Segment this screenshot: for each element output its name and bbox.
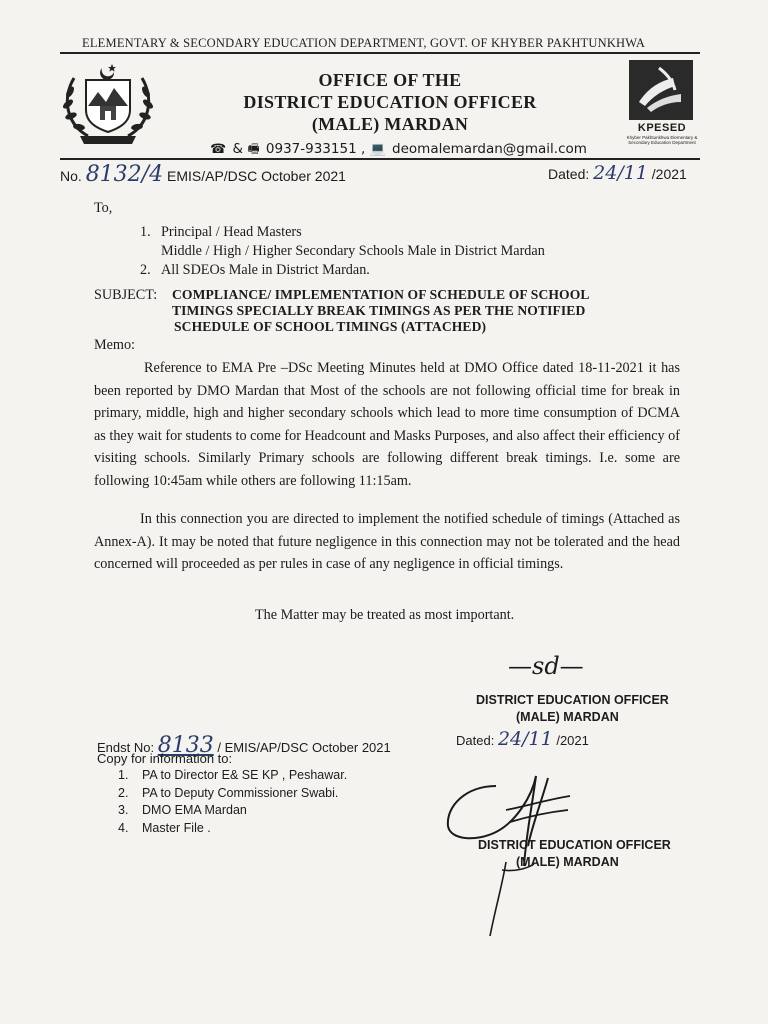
subject-line3: SCHEDULE OF SCHOOL TIMINGS (ATTACHED): [174, 319, 487, 334]
copy-item-1: PA to Director E& SE KP , Peshawar.: [142, 768, 348, 782]
letter-date: [548, 162, 687, 184]
copy-item-2-number: 2.: [118, 786, 129, 800]
copy-item-3: DMO EMA Mardan: [142, 803, 247, 817]
memo-label: Memo:: [94, 337, 135, 353]
email-address: deomalemardan@gmail.com: [392, 141, 587, 157]
endorsement-label: Endst No:: [97, 740, 155, 755]
copy-for-information-label: Copy for information to:: [97, 751, 233, 766]
memo-paragraph-2: In this connection you are directed to implement the notified schedule of timings (Attached as Annex-A). It may be noted that future negligence in this connection may not be tolerated and the head concerned will proceeded as per rules in case of any negligence in official timings.: [94, 511, 680, 573]
number-label: No.: [60, 168, 82, 184]
office-title-line1: OFFICE OF THE: [318, 70, 462, 90]
kpesed-logo-subtitle: Khyber Pakhtunkhwa Elementary & Secondary Education Department: [626, 135, 698, 145]
header-rule: [60, 52, 700, 54]
copy-item-1-number: 1.: [118, 768, 129, 782]
ampersand: &: [232, 141, 244, 157]
recipient-2-text: All SDEOs Male in District Mardan.: [161, 262, 370, 278]
contact-line: ☎ & 🖷 0937-933151 , 💻 deomalemardan@gmail.com: [210, 141, 587, 157]
copy-item-2: PA to Deputy Commissioner Swabi.: [142, 786, 339, 800]
subject-label: SUBJECT:: [94, 287, 158, 303]
endorsement-date-label: Dated:: [456, 733, 495, 748]
memo-paragraph-1: Reference to EMA Pre –DSc Meeting Minutes held at DMO Office dated 18-11-2021 it has been reported by DMO Mardan that Most of the schools are not following official time for break in primary, middle, high and higher secondary schools which lead to more time consumption of DCMA as they wait for students to come for Headcount and Masks Purposes, and also affect their efficiency of visiting schools. Similarly Primary schools are following different break timings. I.e. some are following 10:45am while others are following 11:15am.: [94, 360, 680, 489]
letter-number: [60, 162, 346, 187]
subject-line2: TIMINGS SPECIALLY BREAK TIMINGS AS PER THE NOTIFIED: [172, 303, 586, 318]
date-year: /2021: [651, 166, 687, 182]
recipient-2-number: 2.: [140, 262, 151, 278]
date-label: Dated:: [548, 166, 590, 182]
to-label: To,: [94, 200, 113, 216]
office-title-line2: DISTRICT EDUCATION OFFICER: [243, 92, 537, 112]
signature-1-title-line1: DISTRICT EDUCATION OFFICER: [476, 693, 669, 707]
handwritten-number: 8132/4: [85, 162, 164, 187]
endorsement-handwritten-date: 24/11: [497, 728, 553, 750]
endorsement-suffix: / EMIS/AP/DSC October 2021: [217, 740, 391, 755]
phone-icon: ☎: [210, 142, 227, 157]
signature-2-title-line2: (MALE) MARDAN: [516, 855, 619, 869]
signature-1-title-line2: (MALE) MARDAN: [516, 710, 619, 724]
recipient-1-line2: Middle / High / Higher Secondary Schools Male in District Mardan: [161, 243, 545, 259]
computer-icon: 💻: [369, 142, 386, 157]
copy-item-3-number: 3.: [118, 803, 129, 817]
department-header: ELEMENTARY & SECONDARY EDUCATION DEPARTMENT, GOVT. OF KHYBER PAKHTUNKHWA: [82, 36, 646, 50]
recipient-1-number: 1.: [140, 224, 151, 240]
header-bottom-rule: [60, 158, 700, 160]
recipient-1-line1: Principal / Head Masters: [161, 224, 302, 240]
handwritten-date: 24/11: [593, 162, 648, 184]
kpesed-logo: [626, 58, 698, 148]
closing-line: The Matter may be treated as most important.: [255, 607, 515, 623]
number-suffix: EMIS/AP/DSC October 2021: [166, 168, 346, 184]
phone-number: 0937-933151: [265, 141, 357, 157]
subject-line1: COMPLIANCE/ IMPLEMENTATION OF SCHEDULE OF SCHOOL: [172, 287, 590, 302]
kpesed-logo-name: KPESED: [637, 122, 687, 134]
fax-icon: 🖷: [247, 142, 260, 157]
office-title-line3: (MALE) MARDAN: [311, 114, 469, 134]
endorsement-date: [456, 728, 589, 750]
endorsement-handwritten-number: 8133: [157, 733, 214, 758]
sd-signature-mark: —sd—: [508, 652, 584, 680]
signature-2-title-line1: DISTRICT EDUCATION OFFICER: [478, 838, 671, 852]
copy-item-4-number: 4.: [118, 821, 129, 835]
kp-government-emblem: [58, 58, 158, 148]
endorsement-date-year: /2021: [556, 733, 589, 748]
copy-item-4: Master File .: [142, 821, 211, 835]
